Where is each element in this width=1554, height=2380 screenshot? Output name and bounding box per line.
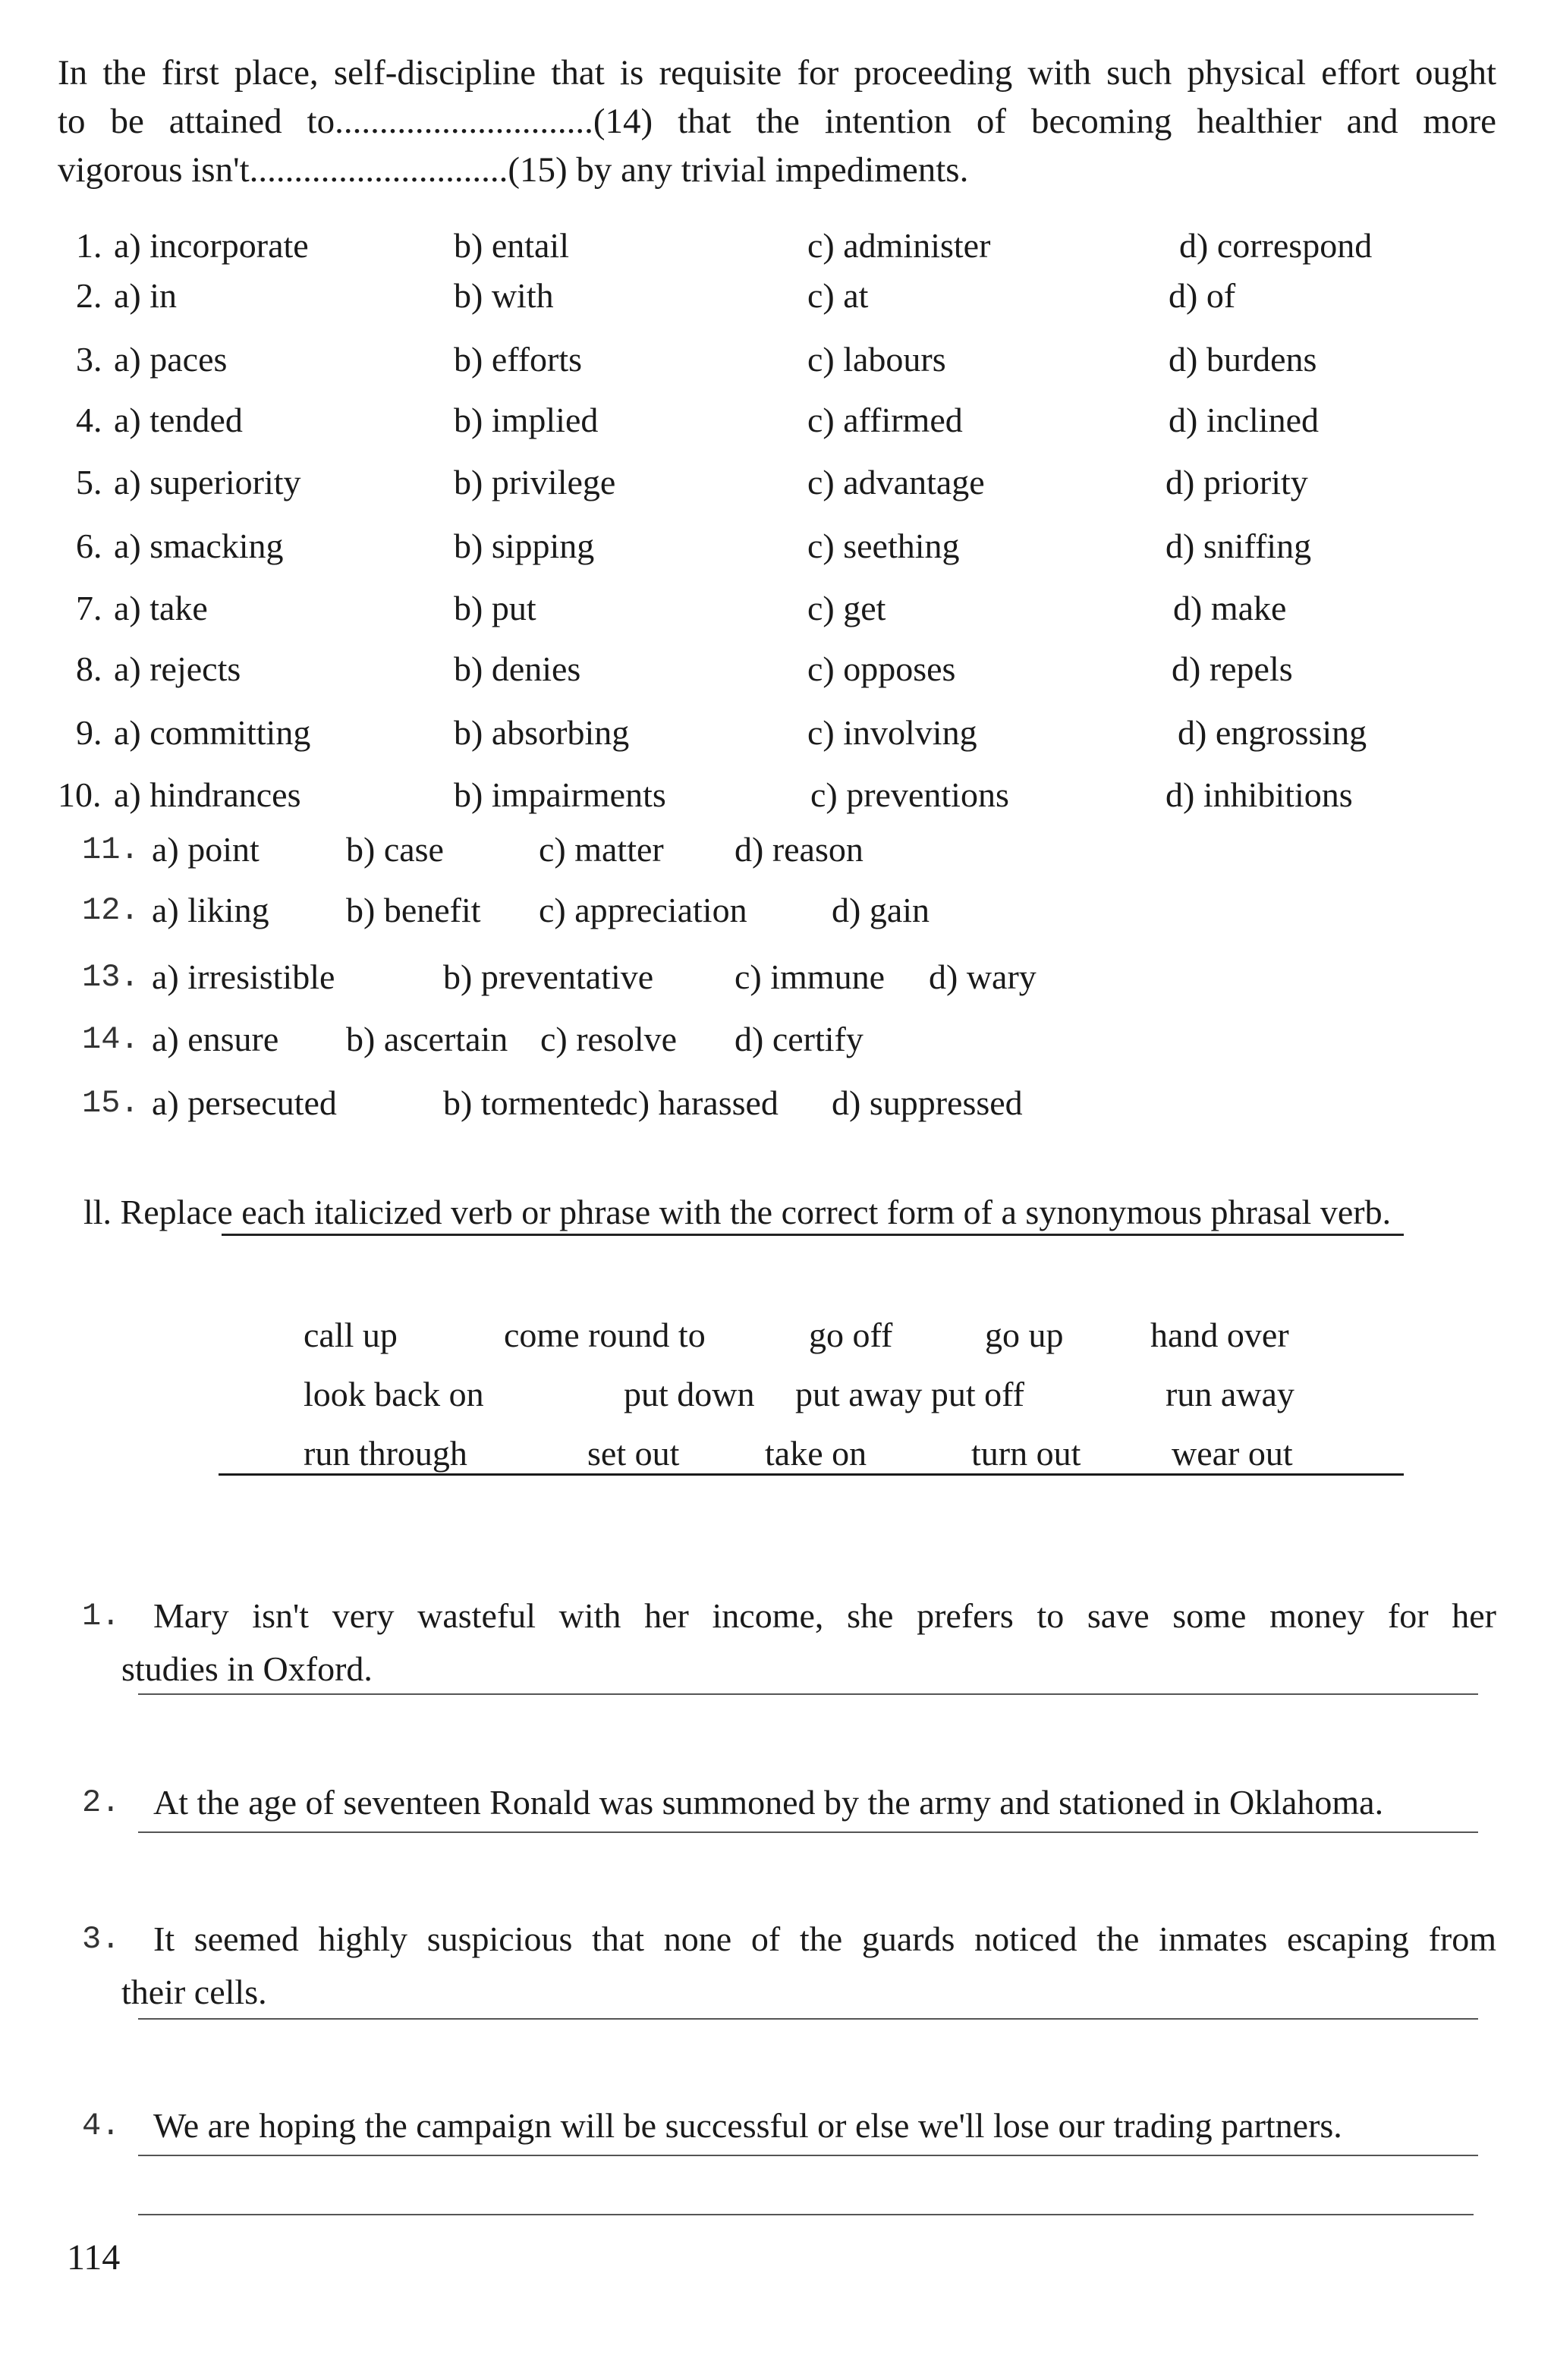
- mcq-option-c: c) labours: [807, 340, 946, 379]
- mcq-number: 11.: [82, 832, 140, 868]
- mcq-option-c: c) seething: [807, 527, 960, 565]
- mcq-number: 12.: [82, 892, 140, 929]
- mcq-option-d: d) suppressed: [832, 1083, 1023, 1122]
- mcq-option-b: b) benefit: [346, 891, 481, 929]
- phrasal-verb: call up: [304, 1316, 398, 1354]
- mcq-option-b: b) absorbing: [454, 713, 630, 752]
- mcq-option-b: b) case: [346, 830, 444, 869]
- sentence-text: It seemed highly suspicious that none of the guards noticed the inmates escaping from: [153, 1919, 1496, 1958]
- phrasal-verb: hand over: [1150, 1316, 1289, 1354]
- phrasal-verb: wear out: [1172, 1434, 1293, 1473]
- mcq-option-b: b) entail: [454, 226, 569, 265]
- mcq-option-c: c) affirmed: [807, 401, 963, 439]
- mcq-option-c: c) get: [807, 589, 886, 627]
- sentence-number: 3.: [82, 1921, 121, 1957]
- mcq-number: 14.: [82, 1021, 140, 1058]
- phrasal-verb: run away: [1166, 1375, 1294, 1413]
- passage: [58, 49, 1496, 194]
- mcq-option-d: d) inhibitions: [1166, 775, 1353, 814]
- phrasal-verb: turn out: [971, 1434, 1081, 1473]
- mcq-option-b: b) implied: [454, 401, 599, 439]
- sentence-text: studies in Oxford.: [121, 1649, 373, 1688]
- mcq-option-c: c) opposes: [807, 649, 956, 688]
- mcq-option-d: d) gain: [832, 891, 930, 929]
- mcq-option-d: d) certify: [735, 1020, 864, 1058]
- phrasal-verb: take on: [765, 1434, 867, 1473]
- section-instruction: ll. Replace each italicized verb or phrase with the correct form of a synonymous phrasal verb.: [83, 1193, 1392, 1231]
- phrasal-verb: put away put off: [795, 1375, 1024, 1413]
- sentence-number: 1.: [82, 1598, 121, 1634]
- mcq-option-d: d) priority: [1166, 463, 1308, 501]
- sentence-number: 2.: [82, 1784, 121, 1821]
- mcq-number: 8.: [76, 649, 102, 688]
- mcq-option-a: a) irresistible: [152, 957, 335, 996]
- mcq-option-a: a) in: [114, 276, 178, 315]
- mcq-option-d: d) engrossing: [1178, 713, 1367, 752]
- answer-line[interactable]: [138, 2214, 1474, 2215]
- mcq-option-b: b) preventative: [443, 957, 654, 996]
- word-box-bottom-rule: [219, 1473, 1404, 1476]
- passage-line: vigorous isn't.............................(15) by any trivial impediments.: [58, 150, 969, 190]
- mcq-number: 2.: [76, 276, 102, 315]
- sentence-text: Mary isn't very wasteful with her income, she prefers to save some money for her: [153, 1596, 1496, 1635]
- phrasal-verb: go off: [809, 1316, 893, 1354]
- mcq-number: 9.: [76, 713, 102, 752]
- mcq-option-d: d) burdens: [1169, 340, 1317, 379]
- answer-line[interactable]: [138, 2018, 1478, 2020]
- mcq-option-d: d) sniffing: [1166, 527, 1312, 565]
- mcq-option-a: a) ensure: [152, 1020, 279, 1058]
- mcq-number: 13.: [82, 959, 140, 995]
- mcq-option-a: a) tended: [114, 401, 243, 439]
- instruction-underline: [222, 1234, 1404, 1236]
- sentence-text: their cells.: [121, 1973, 267, 2011]
- mcq-option-b: b) with: [454, 276, 554, 315]
- mcq-option-c: c) involving: [807, 713, 977, 752]
- answer-line[interactable]: [138, 1693, 1478, 1695]
- page-number: 114: [67, 2237, 121, 2278]
- answer-line[interactable]: [138, 2155, 1478, 2156]
- phrasal-verb: run through: [304, 1434, 467, 1473]
- mcq-option-d: d) of: [1169, 276, 1236, 315]
- mcq-option-c: c) immune: [735, 957, 885, 996]
- passage-line: In the first place, self-discipline that is requisite for proceeding with such physical effort ought: [58, 53, 1496, 93]
- mcq-option-a: a) hindrances: [114, 775, 301, 814]
- sentence-text: At the age of seventeen Ronald was summoned by the army and stationed in Oklahoma.: [153, 1783, 1384, 1822]
- mcq-option-b: b) ascertain: [346, 1020, 508, 1058]
- mcq-option-c: c) administer: [807, 226, 991, 265]
- mcq-option-b: b) sipping: [454, 527, 595, 565]
- mcq-option-b: b) put: [454, 589, 536, 627]
- mcq-number: 3.: [76, 340, 102, 379]
- mcq-number: 7.: [76, 589, 102, 627]
- mcq-option-c: c) advantage: [807, 463, 985, 501]
- passage-line: to be attained to.............................(14) that the intention of becoming healthier and more: [58, 102, 1496, 141]
- mcq-option-c: c) appreciation: [539, 891, 747, 929]
- mcq-option-b: b) privilege: [454, 463, 616, 501]
- mcq-option-d: d) correspond: [1179, 226, 1373, 265]
- mcq-option-b: b) denies: [454, 649, 581, 688]
- mcq-option-c: c) matter: [539, 830, 664, 869]
- phrasal-verb: put down: [624, 1375, 755, 1413]
- sentence-number: 4.: [82, 2108, 121, 2144]
- mcq-option-d: d) reason: [735, 830, 864, 869]
- mcq-option-c: c) at: [807, 276, 869, 315]
- answer-line[interactable]: [138, 1831, 1478, 1833]
- mcq-number: 10.: [58, 775, 102, 814]
- mcq-option-b: b) efforts: [454, 340, 583, 379]
- mcq-option-d: d) inclined: [1169, 401, 1319, 439]
- mcq-option-d: d) repels: [1172, 649, 1293, 688]
- mcq-option-a: a) rejects: [114, 649, 241, 688]
- mcq-option-a: a) point: [152, 830, 260, 869]
- mcq-number: 15.: [82, 1085, 140, 1121]
- sentence-text: We are hoping the campaign will be successful or else we'll lose our trading partners.: [153, 2106, 1342, 2145]
- mcq-option-b: b) impairments: [454, 775, 666, 814]
- mcq-option-a: a) smacking: [114, 527, 284, 565]
- mcq-option-a: a) superiority: [114, 463, 301, 501]
- mcq-number: 6.: [76, 527, 102, 565]
- mcq-option-a: a) take: [114, 589, 208, 627]
- mcq-option-d: d) wary: [929, 957, 1037, 996]
- mcq-option-b: b) tormentedc) harassed: [443, 1083, 779, 1122]
- mcq-option-a: a) paces: [114, 340, 228, 379]
- mcq-option-a: a) persecuted: [152, 1083, 337, 1122]
- mcq-number: 5.: [76, 463, 102, 501]
- phrasal-verb: look back on: [304, 1375, 484, 1413]
- mcq-number: 4.: [76, 401, 102, 439]
- phrasal-verb: go up: [985, 1316, 1064, 1354]
- phrasal-verb: set out: [587, 1434, 680, 1473]
- mcq-option-c: c) resolve: [540, 1020, 678, 1058]
- mcq-option-a: a) committing: [114, 713, 311, 752]
- mcq-option-a: a) liking: [152, 891, 269, 929]
- phrasal-verb: come round to: [504, 1316, 706, 1354]
- mcq-option-d: d) make: [1173, 589, 1287, 627]
- mcq-option-a: a) incorporate: [114, 226, 309, 265]
- mcq-number: 1.: [76, 226, 102, 265]
- mcq-option-c: c) preventions: [810, 775, 1009, 814]
